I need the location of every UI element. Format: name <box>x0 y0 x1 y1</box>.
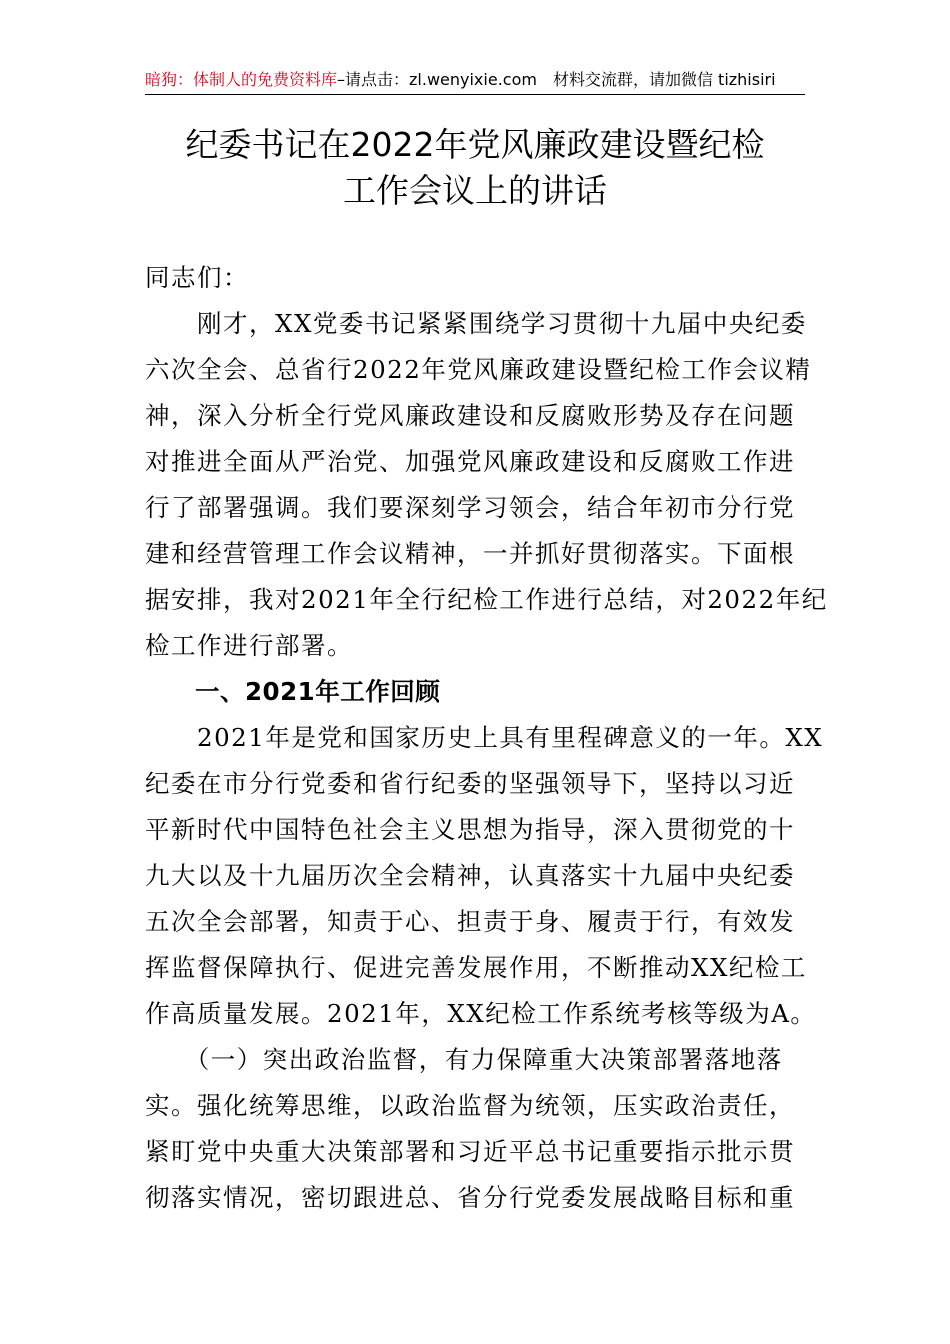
salutation: 同志们： <box>145 263 249 292</box>
section-heading: 一、2021年工作回顾 <box>145 677 441 706</box>
body-line: 平新时代中国特色社会主义思想为指导，深入贯彻党的十 <box>145 815 795 844</box>
body-line: 行了部署强调。我们要深刻学习领会，结合年初市分行党 <box>145 493 795 522</box>
title-line-2: 工作会议上的讲话 <box>343 171 607 210</box>
wechat-group-text: 材料交流群，请加微信 tizhisiri <box>552 70 776 89</box>
body-line: 彻落实情况，密切跟进总、省分行党委发展战略目标和重 <box>145 1183 795 1212</box>
body-line: 神，深入分析全行党风廉政建设和反腐败形势及存在问题 <box>145 401 795 430</box>
body-line: （一）突出政治监督，有力保障重大决策部署落地落 <box>145 1045 783 1074</box>
body-line: 刚才，XX党委书记紧紧围绕学习贯彻十九届中央纪委 <box>145 309 807 338</box>
title-line-1: 纪委书记在2022年党风廉政建设暨纪检 <box>185 125 765 164</box>
document-body <box>145 255 828 1221</box>
promo-label: 暗狗：体制人的免费资料库 <box>145 70 338 89</box>
body-line: 作高质量发展。2021年，XX纪检工作系统考核等级为A。 <box>145 999 817 1028</box>
body-line: 对推进全面从严治党、加强党风廉政建设和反腐败工作进 <box>145 447 795 476</box>
body-line: 实。强化统筹思维，以政治监督为统领，压实政治责任， <box>145 1091 795 1120</box>
document-title <box>145 122 805 214</box>
body-line: 纪委在市分行党委和省行纪委的坚强领导下，坚持以习近 <box>145 769 795 798</box>
body-line: 检工作进行部署。 <box>145 631 353 660</box>
body-line: 九大以及十九届历次全会精神，认真落实十九届中央纪委 <box>145 861 795 890</box>
body-line: 五次全会部署，知责于心、担责于身、履责于行，有效发 <box>145 907 795 936</box>
body-line: 据安排，我对2021年全行纪检工作进行总结，对2022年纪 <box>145 585 828 614</box>
promo-header <box>145 62 805 98</box>
body-line: 建和经营管理工作会议精神，一并抓好贯彻落实。下面根 <box>145 539 795 568</box>
body-line: 紧盯党中央重大决策部署和习近平总书记重要指示批示贯 <box>145 1137 795 1166</box>
header-divider <box>145 94 805 95</box>
body-line: 挥监督保障执行、促进完善发展作用，不断推动XX纪检工 <box>145 953 807 982</box>
promo-link-text[interactable]: –请点击：zl.wenyixie.com <box>337 70 537 89</box>
body-line: 2021年是党和国家历史上具有里程碑意义的一年。XX <box>145 723 824 752</box>
body-line: 六次全会、总省行2022年党风廉政建设暨纪检工作会议精 <box>145 355 812 384</box>
